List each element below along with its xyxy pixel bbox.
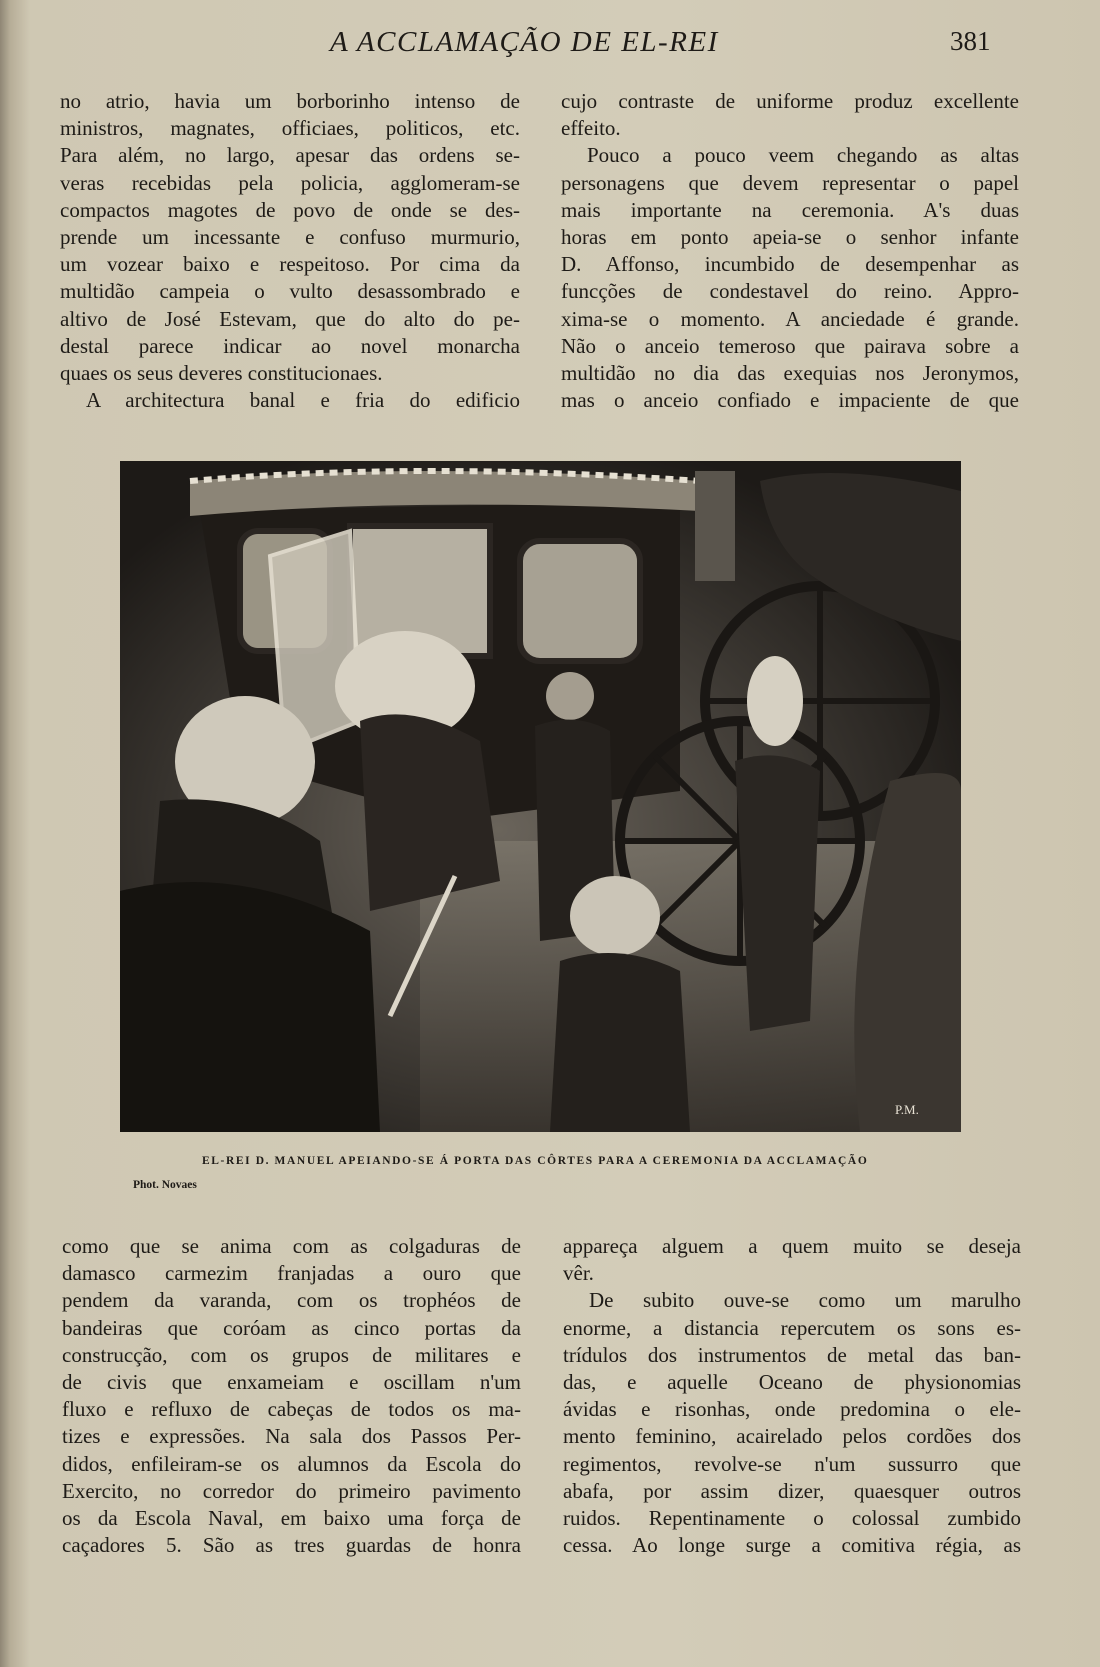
text-line: construcção, com os grupos de militares e [62,1342,521,1367]
text-line: no atrio, havia um borborinho intenso de [60,89,520,113]
text-line: das, e aquelle Oceano de physionomias [563,1370,1021,1395]
text-line: damasco carmezim franjadas a ouro que [62,1261,521,1286]
text-line: caçadores 5. São as tres guardas de honra [62,1533,521,1558]
running-head [0,24,1100,64]
text-line: mas o anceio confiado e impaciente de que [561,388,1019,413]
photograph-illustration [120,461,961,1132]
text-line: vêr. [563,1261,594,1286]
text-line: um vozear baixo e respeitoso. Por cima da [60,252,520,277]
text-line: ministros, magnates, officiaes, politicos, etc. [60,116,520,141]
text-line: De subito ouve-se como um marulho [589,1288,1021,1313]
photographer-initials: P.M. [895,1102,919,1117]
text-line: os da Escola Naval, em baixo uma força de [62,1506,521,1531]
text-column-bottom-right [563,1233,1021,1559]
text-line: ruidos. Repentinamente o colossal zumbido [563,1506,1021,1531]
text-line: multidão campeia o vulto desassombrado e [60,279,520,304]
text-line: trídulos dos instrumentos de metal das ban- [563,1342,1021,1367]
text-line: appareça alguem a quem muito se deseja [563,1234,1021,1258]
text-line: quaes os seus deveres constitucionaes. [60,361,383,386]
text-line: regimentos, revolve-se n'um sussurro que [563,1451,1021,1476]
text-column-bottom-left [62,1233,521,1559]
text-line: A architectura banal e fria do edificio [86,388,520,413]
text-line: pendem da varanda, com os trophéos de [62,1288,521,1313]
text-line: como que se anima com as colgaduras de [62,1234,521,1258]
text-line: de civis que enxameiam e oscillam n'um [62,1370,521,1395]
text-line: xima-se o momento. A anciedade é grande. [561,306,1019,331]
text-line: didos, enfileiram-se os alumnos da Escola do [62,1451,521,1476]
text-line: compactos magotes de povo de onde se des- [60,197,520,222]
text-line: cujo contraste de uniforme produz excellente [561,89,1019,113]
running-title: A ACCLAMAÇÃO DE EL-REI [330,26,719,58]
text-line: destal parece indicar ao novel monarcha [60,333,520,358]
text-line: ávidas e risonhas, onde predomina o ele- [563,1397,1021,1422]
text-line: personagens que devem representar o papel [561,170,1019,195]
text-line: D. Affonso, incumbido de desempenhar as [561,252,1019,277]
photo-credit: Phot. Novaes [133,1179,197,1191]
text-line: multidão no dia das exequias nos Jeronymos, [561,361,1019,386]
page-number: 381 [950,26,991,56]
text-line: Para além, no largo, apesar das ordens se- [60,143,520,168]
text-line: abafa, por assim dizer, quaesquer outros [563,1478,1021,1503]
text-line: fluxo e refluxo de cabeças de todos os ma- [62,1397,521,1422]
text-line: Exercito, no corredor do primeiro pavimento [62,1478,521,1503]
text-line: Não o anceio temeroso que pairava sobre a [561,333,1019,358]
figure-caption: EL-REI D. MANUEL APEIANDO-SE Á PORTA DAS CÔRTES PARA A CEREMONIA DA ACCLAMAÇÃO [202,1155,869,1167]
photograph-king-alighting [120,461,961,1132]
text-line: mais importante na ceremonia. A's duas [561,197,1019,222]
text-line: mento feminino, acairelado pelos cordões dos [563,1424,1021,1449]
text-line: veras recebidas pela policia, agglomeram-se [60,170,520,195]
text-line: effeito. [561,116,621,141]
text-line: prende um incessante e confuso murmurio, [60,225,520,250]
text-column-top-left [60,88,520,414]
text-line: horas em ponto apeia-se o senhor infante [561,225,1019,250]
text-line: cessa. Ao longe surge a comitiva régia, as [563,1533,1021,1558]
text-line: Pouco a pouco veem chegando as altas [587,143,1019,168]
text-line: enorme, a distancia repercutem os sons es- [563,1315,1021,1340]
text-line: altivo de José Estevam, que do alto do pe- [60,306,520,331]
text-line: bandeiras que coróam as cinco portas da [62,1315,521,1340]
text-column-top-right [561,88,1019,414]
text-line: tizes e expressões. Na sala dos Passos Per- [62,1424,521,1449]
text-line: funcções de condestavel do reino. Appro- [561,279,1019,304]
